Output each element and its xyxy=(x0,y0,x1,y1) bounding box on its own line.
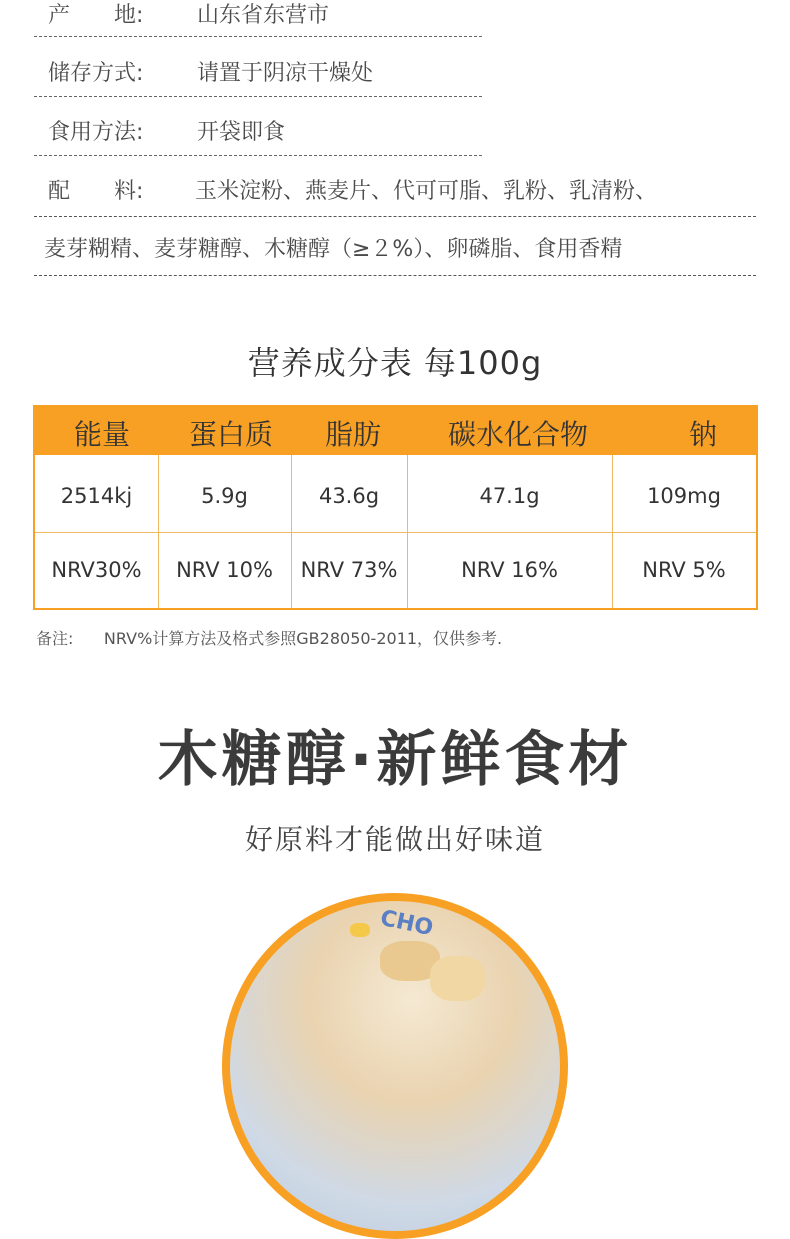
usage-label: 食用方法: xyxy=(48,120,144,145)
product-photo-inner xyxy=(230,901,560,1231)
storage-value: 请置于阴凉干燥处 xyxy=(197,61,374,86)
nrv-fat: NRV 73% xyxy=(300,558,398,582)
value-energy: 2514kj xyxy=(60,484,133,508)
cereal-crumb xyxy=(430,956,485,1001)
ingredients-line-2: 麦芽糊精、麦芽糖醇、木糖醇（≥２%）、卵磷脂、食用香精 xyxy=(44,237,623,262)
wrapper-text: CHO xyxy=(377,905,436,942)
row-divider xyxy=(35,532,756,533)
value-fat: 43.6g xyxy=(318,484,380,508)
nutrition-note xyxy=(36,626,502,649)
divider xyxy=(34,216,756,217)
divider xyxy=(34,96,482,97)
nutrition-table xyxy=(33,405,758,610)
note-text: NRV%计算方法及格式参照GB28050-2011，仅供参考. xyxy=(103,629,503,648)
note-label: 备注: xyxy=(36,629,74,648)
header-carbohydrate: 碳水化合物 xyxy=(447,418,588,451)
cereal-crumb xyxy=(350,923,370,937)
origin-label: 产 地: xyxy=(48,3,144,28)
divider xyxy=(34,275,756,276)
value-protein: 5.9g xyxy=(201,484,248,508)
header-fat: 脂肪 xyxy=(324,418,381,451)
nutrition-header xyxy=(35,407,756,455)
nrv-sodium: NRV 5% xyxy=(642,558,726,582)
header-energy: 能量 xyxy=(73,418,130,451)
divider xyxy=(34,155,482,156)
origin-value: 山东省东营市 xyxy=(197,3,330,28)
usage-value: 开袋即食 xyxy=(197,120,286,145)
nrv-energy: NRV30% xyxy=(51,558,142,582)
nutrition-title: 营养成分表 每100g xyxy=(247,344,543,382)
value-sodium: 109mg xyxy=(647,484,721,508)
product-photo xyxy=(222,893,568,1239)
header-protein: 蛋白质 xyxy=(188,418,273,451)
nrv-carbohydrate: NRV 16% xyxy=(461,558,558,582)
header-sodium: 钠 xyxy=(688,418,717,451)
nrv-protein: NRV 10% xyxy=(176,558,273,582)
divider xyxy=(34,36,482,37)
promo-subline: 好原料才能做出好味道 xyxy=(244,823,545,856)
storage-label: 储存方式: xyxy=(48,61,144,86)
ingredients-line-1: 玉米淀粉、燕麦片、代可可脂、乳粉、乳清粉、 xyxy=(195,179,658,204)
ingredients-label: 配 料: xyxy=(48,179,144,204)
value-carbohydrate: 47.1g xyxy=(479,484,540,508)
promo-headline: 木糖醇·新鲜食材 xyxy=(157,725,633,795)
